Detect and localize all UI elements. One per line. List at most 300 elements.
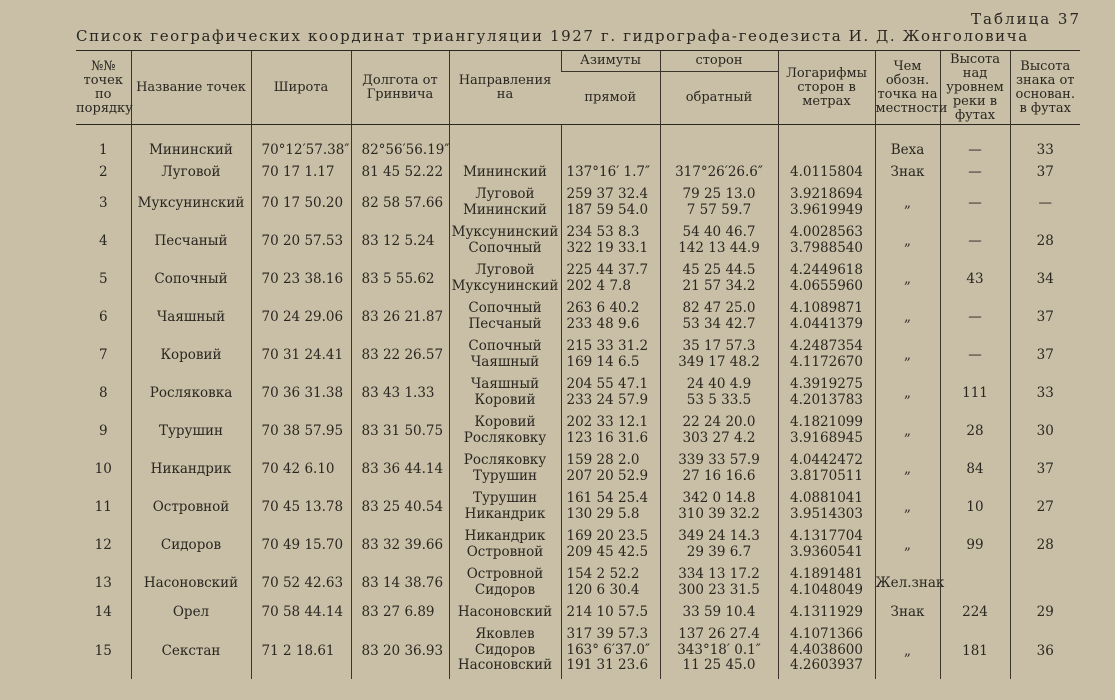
azimuth-direct: 202 33 12.1 [566, 414, 649, 430]
direction: Сопочный [468, 300, 542, 316]
direction: Муксунинский [451, 224, 559, 240]
table-row [76, 261, 1080, 299]
side-log: 4.1317704 [789, 528, 863, 544]
height-sign: 33 [1010, 141, 1080, 163]
direction: Сидоров [474, 581, 536, 598]
direction: Яковлев [475, 626, 535, 642]
azimuth-direct: 191 31 23.6 [566, 657, 649, 673]
azimuth-reverse-cell [660, 375, 778, 413]
direction: Мининский [463, 201, 547, 218]
azimuth-direct-cell [561, 299, 660, 337]
latitude: 70 23 38.16 [251, 261, 351, 299]
side-log: 4.0442472 [789, 452, 863, 468]
header-height-river: Высота над уровнем реки в футах [940, 51, 1010, 125]
height-sign [1010, 565, 1080, 603]
table-row [76, 527, 1080, 565]
direction: Сидоров [474, 641, 536, 658]
table-row [76, 163, 1080, 185]
longitude: 83 32 39.66 [351, 527, 449, 565]
mark-type: Знак [875, 603, 940, 625]
azimuth-reverse-cell [660, 625, 778, 679]
side-log: 3.9619949 [789, 201, 863, 218]
point-name: Турушин [131, 413, 251, 451]
azimuth-reverse: 21 57 34.2 [682, 277, 756, 294]
side-log-cell [778, 141, 875, 163]
azimuth-reverse: 303 27 4.2 [682, 429, 756, 446]
header-mark: Чем обозн. точка на местности [875, 51, 940, 125]
height-river: 84 [940, 451, 1010, 489]
azimuth-reverse: 300 23 31.5 [678, 581, 760, 598]
table-row [76, 185, 1080, 223]
height-sign: 34 [1010, 261, 1080, 299]
azimuth-reverse-cell [660, 299, 778, 337]
side-log-cell [778, 413, 875, 451]
mark-type: „ [875, 261, 940, 299]
azimuth-direct: 215 33 31.2 [566, 338, 649, 354]
mark-type: „ [875, 625, 940, 679]
direction: Песчаный [468, 315, 542, 332]
height-river: — [940, 141, 1010, 163]
longitude: 83 14 38.76 [351, 565, 449, 603]
latitude: 70 45 13.78 [251, 489, 351, 527]
side-log: 4.0115804 [789, 164, 863, 180]
point-number: 11 [94, 499, 112, 516]
point-number: 10 [94, 461, 112, 478]
side-log: 4.2603937 [789, 657, 863, 673]
point-number: 9 [98, 423, 108, 440]
point-number: 15 [94, 643, 112, 660]
side-log-cell [778, 163, 875, 185]
table-row [76, 625, 1080, 679]
direction: Сопочный [468, 239, 542, 256]
azimuth-reverse-cell [660, 565, 778, 603]
azimuth-reverse: 33 59 10.4 [682, 604, 756, 620]
side-log: 4.0441379 [789, 315, 863, 332]
table-caption: Список географических координат триангуляции 1927 г. гидрографа-геодезиста И. Д. Жонголовича [76, 27, 1029, 45]
latitude: 70 38 57.95 [251, 413, 351, 451]
azimuth-direct-cell [561, 261, 660, 299]
height-sign: 30 [1010, 413, 1080, 451]
direction-cell [449, 223, 561, 261]
azimuth-direct-cell [561, 489, 660, 527]
azimuth-reverse-cell [660, 603, 778, 625]
azimuth-direct: 123 16 31.6 [566, 429, 649, 446]
azimuth-reverse: 339 33 57.9 [678, 452, 760, 468]
longitude: 83 22 26.57 [351, 337, 449, 375]
longitude: 82°56′56.19″ [351, 141, 449, 163]
azimuth-reverse: 79 25 13.0 [682, 186, 756, 202]
side-log: 4.4038600 [789, 641, 863, 658]
table-row [76, 141, 1080, 163]
point-name: Мининский [131, 141, 251, 163]
azimuth-reverse: 137 26 27.4 [678, 626, 760, 642]
latitude: 70°12′57.38″ [251, 141, 351, 163]
direction-cell [449, 299, 561, 337]
azimuth-direct-cell [561, 337, 660, 375]
table-row [76, 299, 1080, 337]
side-log-cell [778, 603, 875, 625]
side-log: 4.2013783 [789, 391, 863, 408]
azimuth-direct-cell [561, 223, 660, 261]
side-log-cell [778, 527, 875, 565]
table-row [76, 375, 1080, 413]
height-river: 181 [940, 625, 1010, 679]
direction-cell [449, 565, 561, 603]
mark-type: „ [875, 223, 940, 261]
table-row [76, 413, 1080, 451]
side-log-cell [778, 451, 875, 489]
azimuth-reverse: 24 40 4.9 [686, 376, 752, 392]
azimuth-reverse: 349 24 14.3 [678, 528, 760, 544]
direction: Никандрик [464, 505, 546, 522]
longitude: 83 25 40.54 [351, 489, 449, 527]
height-sign: 37 [1010, 337, 1080, 375]
azimuth-reverse-cell [660, 141, 778, 163]
point-number: 3 [98, 195, 108, 212]
longitude: 83 26 21.87 [351, 299, 449, 337]
direction: Росляковку [463, 452, 547, 468]
header-direction: Направления на [449, 51, 561, 125]
side-log: 3.8170511 [789, 467, 863, 484]
height-river: 43 [940, 261, 1010, 299]
latitude: 70 58 44.14 [251, 603, 351, 625]
direction: Коровий [474, 391, 536, 408]
azimuth-direct: 322 19 33.1 [566, 239, 649, 256]
height-river: — [940, 223, 1010, 261]
table-row [76, 489, 1080, 527]
height-river: 10 [940, 489, 1010, 527]
azimuth-reverse: 11 25 45.0 [682, 657, 756, 673]
mark-type: „ [875, 451, 940, 489]
mark-type: Жел.знак [875, 565, 940, 603]
height-sign: 28 [1010, 223, 1080, 261]
point-name: Песчаный [131, 223, 251, 261]
azimuth-direct: 202 4 7.8 [566, 277, 631, 294]
point-name: Секстан [131, 625, 251, 679]
direction-cell [449, 527, 561, 565]
direction-cell [449, 337, 561, 375]
height-river: 224 [940, 603, 1010, 625]
side-log: 4.3919275 [789, 376, 863, 392]
height-sign: — [1010, 185, 1080, 223]
latitude: 70 49 15.70 [251, 527, 351, 565]
height-sign: 37 [1010, 163, 1080, 185]
direction: Коровий [474, 414, 536, 430]
point-name: Муксунинский [131, 185, 251, 223]
azimuth-direct: 187 59 54.0 [566, 201, 649, 218]
height-river: — [940, 185, 1010, 223]
longitude: 83 36 44.14 [351, 451, 449, 489]
azimuth-reverse-cell [660, 261, 778, 299]
mark-type: „ [875, 185, 940, 223]
azimuth-direct: 317 39 57.3 [566, 626, 649, 642]
azimuth-direct: 233 48 9.6 [566, 315, 640, 332]
azimuth-reverse-cell [660, 413, 778, 451]
azimuth-direct-cell [561, 141, 660, 163]
longitude: 83 31 50.75 [351, 413, 449, 451]
longitude: 83 5 55.62 [351, 261, 449, 299]
table-row [76, 223, 1080, 261]
side-log: 4.1071366 [789, 626, 863, 642]
direction-cell [449, 163, 561, 185]
azimuth-direct: 209 45 42.5 [566, 543, 649, 560]
point-name: Сопочный [131, 261, 251, 299]
point-name: Орел [131, 603, 251, 625]
direction-cell [449, 603, 561, 625]
height-sign: 37 [1010, 299, 1080, 337]
point-name: Луговой [131, 163, 251, 185]
azimuth-direct: 214 10 57.5 [566, 604, 649, 620]
direction: Чаяшный [470, 376, 540, 392]
azimuth-reverse: 343°18′ 0.1″ [677, 641, 761, 658]
side-log-cell [778, 337, 875, 375]
point-name: Островной [131, 489, 251, 527]
direction: Чаяшный [470, 353, 540, 370]
latitude: 71 2 18.61 [251, 625, 351, 679]
side-log: 4.1048049 [789, 581, 863, 598]
direction-cell [449, 451, 561, 489]
direction: Луговой [475, 262, 535, 278]
azimuth-direct: 207 20 52.9 [566, 467, 649, 484]
azimuth-direct: 120 6 30.4 [566, 581, 640, 598]
point-number: 5 [98, 271, 108, 288]
azimuth-reverse-cell [660, 489, 778, 527]
azimuth-reverse: 45 25 44.5 [682, 262, 756, 278]
side-log: 4.2449618 [789, 262, 863, 278]
header-azimuth-direct: прямой [561, 72, 660, 125]
azimuth-direct-cell [561, 565, 660, 603]
longitude: 82 58 57.66 [351, 185, 449, 223]
azimuth-direct: 234 53 8.3 [566, 224, 640, 240]
azimuth-reverse: 22 24 20.0 [682, 414, 756, 430]
direction: Росляковку [463, 429, 547, 446]
direction: Насоновский [457, 657, 553, 673]
point-number: 6 [98, 309, 108, 326]
latitude: 70 17 1.17 [251, 163, 351, 185]
azimuth-reverse: 342 0 14.8 [682, 490, 756, 506]
height-river: 111 [940, 375, 1010, 413]
mark-type: „ [875, 299, 940, 337]
azimuth-reverse: 317°26′26.6″ [675, 164, 763, 180]
header-number: №№ точек по порядку [76, 51, 131, 125]
side-log: 3.9218694 [789, 186, 863, 202]
point-name: Сидоров [131, 527, 251, 565]
direction-cell [449, 489, 561, 527]
azimuth-direct: 225 44 37.7 [566, 262, 649, 278]
point-number: 7 [98, 347, 108, 364]
azimuth-reverse: 142 13 44.9 [678, 239, 760, 256]
azimuth-direct: 130 29 5.8 [566, 505, 640, 522]
height-sign: 37 [1010, 451, 1080, 489]
direction: Островной [466, 566, 544, 582]
header-logarithms: Логарифмы сторон в метрах [778, 51, 875, 125]
header-height-sign: Высота знака от основан. в футах [1010, 51, 1080, 125]
header-longitude: Долгота от Гринвича [351, 51, 449, 125]
mark-type: „ [875, 527, 940, 565]
height-river: — [940, 163, 1010, 185]
direction: Луговой [475, 186, 535, 202]
direction-cell [449, 625, 561, 679]
azimuth-direct: 154 2 52.2 [566, 566, 640, 582]
side-log: 4.1821099 [789, 414, 863, 430]
point-name: Насоновский [131, 565, 251, 603]
azimuth-reverse: 310 39 32.2 [678, 505, 760, 522]
table-number: Таблица 37 [971, 10, 1081, 28]
mark-type: „ [875, 489, 940, 527]
coordinates-table [76, 50, 1080, 679]
point-number: 12 [94, 537, 112, 554]
side-log-cell [778, 565, 875, 603]
side-log: 4.0028563 [789, 224, 863, 240]
side-log-cell [778, 489, 875, 527]
direction-cell [449, 375, 561, 413]
point-number: 4 [98, 233, 108, 250]
azimuth-direct: 204 55 47.1 [566, 376, 649, 392]
side-log: 4.0881041 [789, 490, 863, 506]
azimuth-direct-cell [561, 603, 660, 625]
azimuth-direct-cell [561, 163, 660, 185]
azimuth-direct-cell [561, 375, 660, 413]
azimuth-direct-cell [561, 527, 660, 565]
height-sign: 29 [1010, 603, 1080, 625]
azimuth-reverse: 53 34 42.7 [682, 315, 756, 332]
direction: Сопочный [468, 338, 542, 354]
direction: Турушин [472, 490, 538, 506]
azimuth-reverse: 35 17 57.3 [682, 338, 756, 354]
direction: Муксунинский [451, 277, 559, 294]
direction: Мининский [463, 164, 547, 180]
point-name: Чаяшный [131, 299, 251, 337]
azimuth-reverse: 334 13 17.2 [678, 566, 760, 582]
latitude: 70 42 6.10 [251, 451, 351, 489]
azimuth-reverse-cell [660, 223, 778, 261]
azimuth-direct-cell [561, 413, 660, 451]
header-azimuth-reverse: обратный [660, 72, 778, 125]
side-log-cell [778, 223, 875, 261]
azimuth-direct: 263 6 40.2 [566, 300, 640, 316]
direction-cell [449, 261, 561, 299]
side-log-cell [778, 185, 875, 223]
point-name: Коровий [131, 337, 251, 375]
azimuth-reverse-cell [660, 527, 778, 565]
azimuth-reverse: 27 16 16.6 [682, 467, 756, 484]
height-sign: 27 [1010, 489, 1080, 527]
side-log: 4.1089871 [789, 300, 863, 316]
height-river: 28 [940, 413, 1010, 451]
header-name: Название точек [131, 51, 251, 125]
azimuth-direct: 233 24 57.9 [566, 391, 649, 408]
azimuth-reverse-cell [660, 337, 778, 375]
point-number: 2 [98, 164, 108, 180]
azimuth-reverse-cell [660, 163, 778, 185]
side-log: 3.9168945 [789, 429, 863, 446]
point-number: 8 [98, 385, 108, 402]
table-row [76, 565, 1080, 603]
height-river: — [940, 299, 1010, 337]
mark-type: Веха [875, 141, 940, 163]
point-name: Никандрик [131, 451, 251, 489]
height-sign: 28 [1010, 527, 1080, 565]
side-log: 4.1172670 [789, 353, 863, 370]
azimuth-direct-cell [561, 451, 660, 489]
azimuth-direct: 169 20 23.5 [566, 528, 649, 544]
latitude: 70 52 42.63 [251, 565, 351, 603]
side-log: 3.9514303 [789, 505, 863, 522]
azimuth-direct: 259 37 32.4 [566, 186, 649, 202]
longitude: 83 43 1.33 [351, 375, 449, 413]
azimuth-direct-cell [561, 625, 660, 679]
mark-type: Знак [875, 163, 940, 185]
side-log: 4.2487354 [789, 338, 863, 354]
point-name: Росляковка [131, 375, 251, 413]
mark-type: „ [875, 413, 940, 451]
height-river [940, 565, 1010, 603]
latitude: 70 31 24.41 [251, 337, 351, 375]
point-number: 1 [98, 142, 108, 158]
azimuth-reverse: 7 57 59.7 [686, 201, 752, 218]
table-row [76, 603, 1080, 625]
direction-cell [449, 185, 561, 223]
mark-type: „ [875, 375, 940, 413]
azimuth-reverse: 349 17 48.2 [678, 353, 760, 370]
azimuth-reverse: 54 40 46.7 [682, 224, 756, 240]
header-latitude: Широта [251, 51, 351, 125]
azimuth-direct-cell [561, 185, 660, 223]
mark-type: „ [875, 337, 940, 375]
point-number: 13 [94, 575, 112, 592]
latitude: 70 36 31.38 [251, 375, 351, 413]
latitude: 70 20 57.53 [251, 223, 351, 261]
side-log: 4.1891481 [789, 566, 863, 582]
azimuth-direct: 159 28 2.0 [566, 452, 640, 468]
side-log-cell [778, 299, 875, 337]
azimuth-direct: 163° 6′37.0″ [566, 641, 651, 658]
direction: Никандрик [464, 528, 546, 544]
direction-cell [449, 413, 561, 451]
longitude: 83 12 5.24 [351, 223, 449, 261]
latitude: 70 17 50.20 [251, 185, 351, 223]
latitude: 70 24 29.06 [251, 299, 351, 337]
longitude: 83 20 36.93 [351, 625, 449, 679]
longitude: 81 45 52.22 [351, 163, 449, 185]
azimuth-reverse: 82 47 25.0 [682, 300, 756, 316]
height-river: 99 [940, 527, 1010, 565]
azimuth-reverse-cell [660, 451, 778, 489]
side-log: 4.1311929 [789, 604, 863, 620]
direction: Турушин [472, 467, 538, 484]
header-sides: сторон [660, 51, 778, 72]
longitude: 83 27 6.89 [351, 603, 449, 625]
side-log-cell [778, 261, 875, 299]
point-number: 14 [94, 604, 112, 620]
table-row [76, 451, 1080, 489]
azimuth-reverse: 53 5 33.5 [686, 391, 752, 408]
header-azimuths: Азимуты [561, 51, 660, 72]
side-log-cell [778, 375, 875, 413]
azimuth-reverse-cell [660, 185, 778, 223]
side-log: 4.0655960 [789, 277, 863, 294]
table-row [76, 337, 1080, 375]
side-log-cell [778, 625, 875, 679]
azimuth-reverse: 29 39 6.7 [686, 543, 752, 560]
direction: Островной [466, 543, 544, 560]
side-log: 3.9360541 [789, 543, 863, 560]
direction-cell [449, 141, 561, 163]
height-sign: 36 [1010, 625, 1080, 679]
height-sign: 33 [1010, 375, 1080, 413]
azimuth-direct: 169 14 6.5 [566, 353, 640, 370]
side-log: 3.7988540 [789, 239, 863, 256]
